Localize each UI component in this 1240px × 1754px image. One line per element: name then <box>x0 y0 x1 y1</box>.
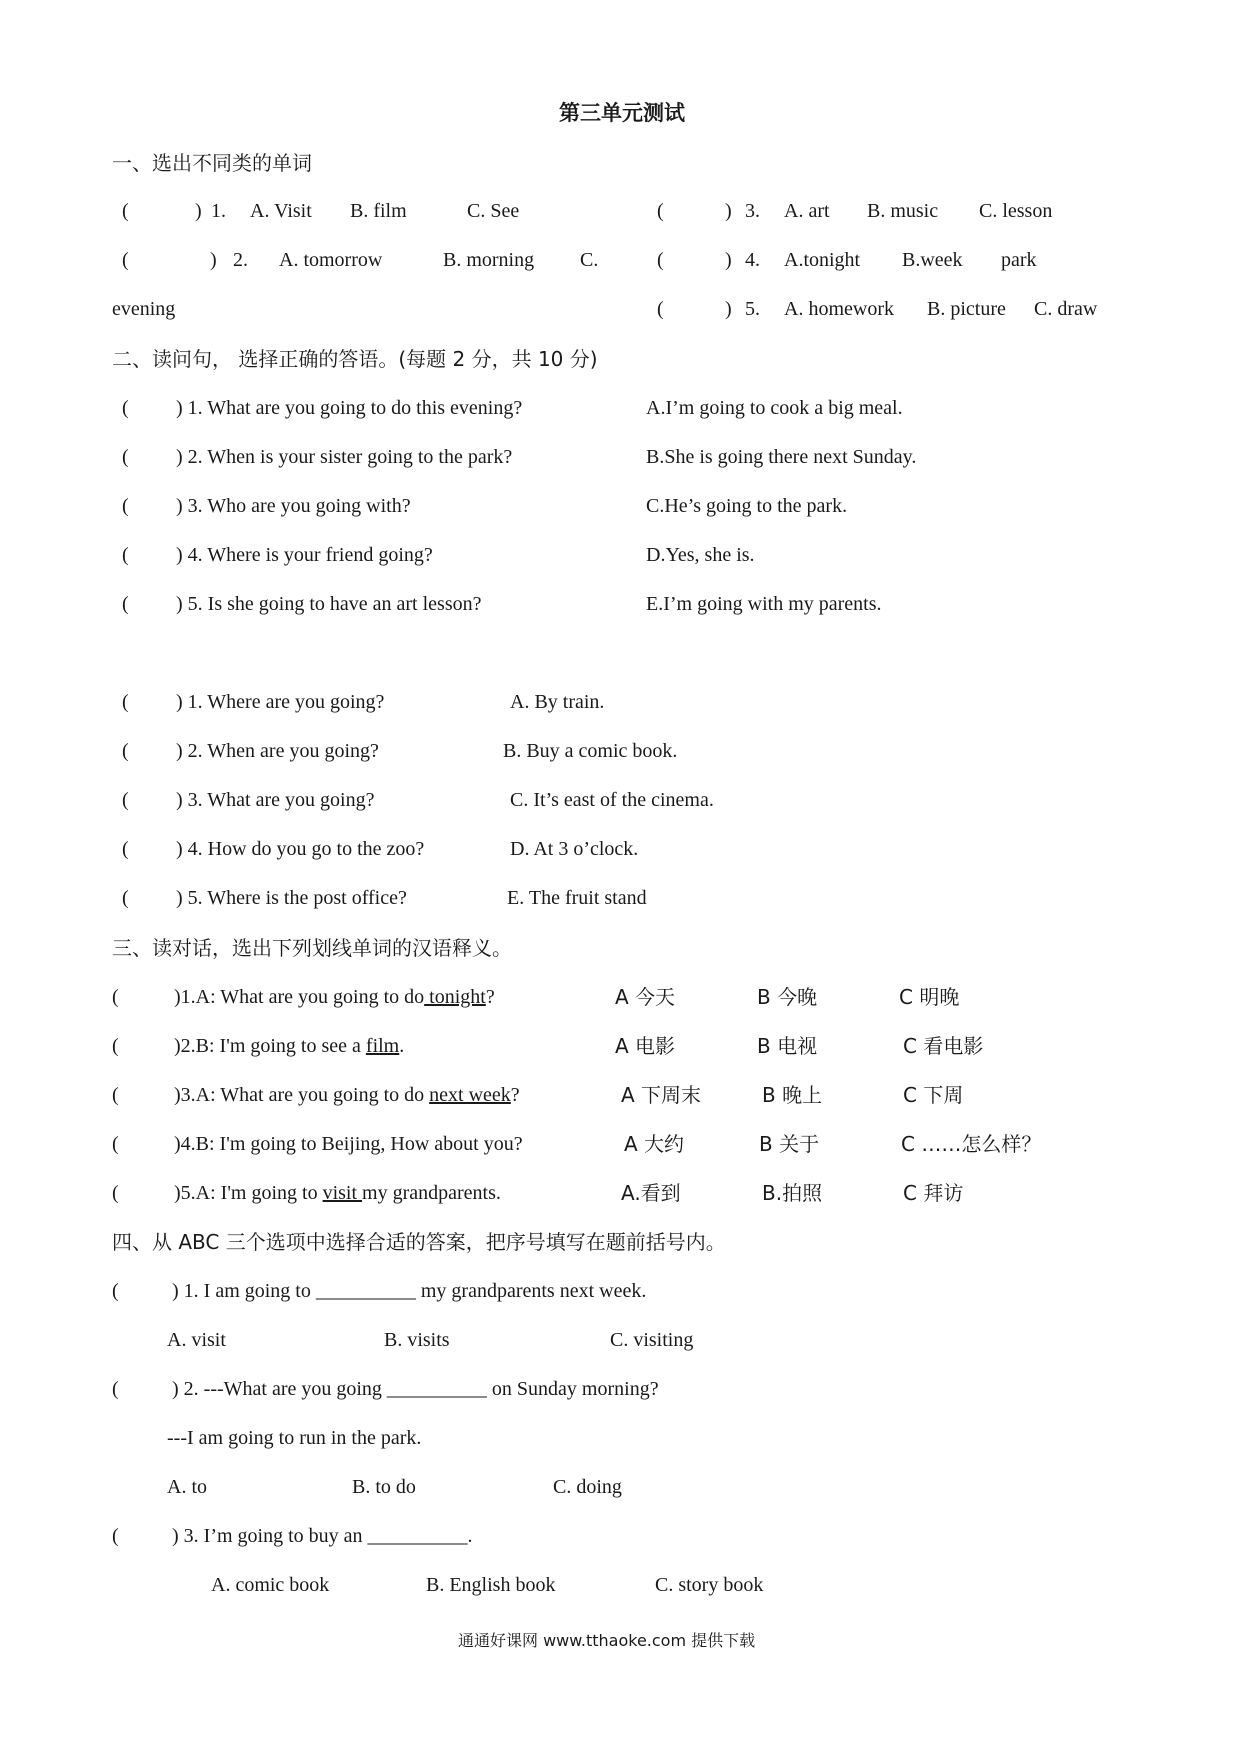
answer-paren: ( <box>122 691 129 713</box>
dialogue-text <box>174 1132 523 1156</box>
dialogue-pre: )3.A: What are you going to do <box>174 1084 430 1106</box>
answer-paren: ( <box>122 397 129 419</box>
option-b: B.拍照 <box>762 1181 823 1205</box>
option-c: C 明晚 <box>899 985 960 1009</box>
answer-option: A.I’m going to cook a big meal. <box>646 397 903 419</box>
option-a: A. homework <box>784 298 894 320</box>
option-a: A 电影 <box>615 1034 676 1058</box>
option-b: B.week <box>902 249 963 271</box>
answer-paren: ( <box>112 1182 119 1204</box>
option-a: A. tomorrow <box>279 249 383 271</box>
option-c: C. doing <box>553 1476 622 1498</box>
section-1-heading: 一、选出不同类的单词 <box>112 151 312 175</box>
option-b: B. film <box>350 200 407 222</box>
option-b: B. picture <box>927 298 1006 320</box>
option-a: A. art <box>784 200 830 222</box>
question-text: ) 1. Where are you going? <box>176 691 385 713</box>
page-footer: 通通好课网 www.tthaoke.com 提供下载 <box>458 1631 756 1650</box>
answer-paren: ( <box>112 1378 119 1400</box>
option-c: C 拜访 <box>903 1181 964 1205</box>
option-a: A.tonight <box>784 249 861 271</box>
answer-paren: ( <box>112 1084 119 1106</box>
answer-paren-close: ) <box>725 298 732 320</box>
option-c: C. <box>580 249 599 271</box>
dialogue-text <box>174 985 495 1009</box>
option-c: C. story book <box>655 1574 764 1596</box>
question-number: 2. <box>233 249 248 271</box>
dialogue-post: my grandparents. <box>362 1182 501 1204</box>
page-title: 第三单元测试 <box>559 101 685 125</box>
question-text: ) 1. I am going to __________ my grandparents next week. <box>172 1280 647 1302</box>
question-number: 4. <box>745 249 760 271</box>
option-c: park <box>1001 249 1037 271</box>
question-text: ) 3. I’m going to buy an __________. <box>172 1525 473 1547</box>
question-text: ) 5. Where is the post office? <box>176 887 407 909</box>
answer-option: D. At 3 o’clock. <box>510 838 639 860</box>
answer-paren: ( <box>112 1280 119 1302</box>
answer-paren-close: ) <box>210 249 217 271</box>
option-b: B 晚上 <box>762 1083 823 1107</box>
answer-paren: ( <box>122 887 129 909</box>
answer-paren-close: ) <box>725 249 732 271</box>
question-text: ) 4. Where is your friend going? <box>176 544 433 566</box>
question-text: ) 5. Is she going to have an art lesson? <box>176 593 482 615</box>
option-b: B 电视 <box>757 1034 818 1058</box>
dialogue-text <box>174 1181 501 1205</box>
answer-option: E. The fruit stand <box>507 887 647 909</box>
option-b: B. visits <box>384 1329 450 1351</box>
question-text: ) 3. Who are you going with? <box>176 495 411 517</box>
option-b: B. morning <box>443 249 535 271</box>
section-3-heading: 三、读对话，选出下列划线单词的汉语释义。 <box>112 936 512 960</box>
dialogue-pre: )1.A: What are you going to do <box>174 986 425 1008</box>
question-number: 1. <box>211 200 226 222</box>
question-text: ) 2. ---What are you going __________ on Sunday morning? <box>172 1378 659 1400</box>
option-a: A 今天 <box>615 985 676 1009</box>
answer-paren: ( <box>122 495 129 517</box>
option-c: C 看电影 <box>903 1034 984 1058</box>
section-4-heading: 四、从 ABC 三个选项中选择合适的答案，把序号填写在题前括号内。 <box>112 1230 726 1254</box>
answer-paren: ( <box>657 298 664 320</box>
underlined-word: film <box>365 1035 400 1057</box>
option-c: C. lesson <box>979 200 1053 222</box>
answer-option: C.He’s going to the park. <box>646 495 848 517</box>
answer-paren: ( <box>112 1035 119 1057</box>
answer-paren-close: ) <box>195 200 202 222</box>
answer-paren: ( <box>112 986 119 1008</box>
option-a: A. to <box>167 1476 207 1498</box>
answer-paren: ( <box>112 1133 119 1155</box>
underlined-word: tonight <box>424 986 486 1008</box>
question-text: ) 4. How do you go to the zoo? <box>176 838 425 860</box>
dialogue-text <box>174 1034 404 1058</box>
dialogue-post: ? <box>485 986 495 1008</box>
section-2-heading: 二、读问句， 选择正确的答语。(每题 2 分，共 10 分) <box>112 347 598 371</box>
answer-paren: ( <box>122 200 129 222</box>
answer-option: B. Buy a comic book. <box>503 740 678 762</box>
answer-paren: ( <box>122 838 129 860</box>
dialogue-post: ? <box>510 1084 520 1106</box>
option-b: B. English book <box>426 1574 556 1596</box>
dialogue-text <box>174 1083 520 1107</box>
option-a: A. comic book <box>211 1574 330 1596</box>
answer-option: B.She is going there next Sunday. <box>646 446 917 468</box>
dialogue-pre: )5.A: I'm going to <box>174 1182 323 1204</box>
answer-paren: ( <box>112 1525 119 1547</box>
option-a: A 下周末 <box>621 1083 702 1107</box>
option-c: C. See <box>467 200 520 222</box>
option-a: A. Visit <box>250 200 312 222</box>
answer-option: C. It’s east of the cinema. <box>510 789 714 811</box>
option-c: C 下周 <box>903 1083 964 1107</box>
answer-paren: ( <box>122 544 129 566</box>
answer-option: A. By train. <box>510 691 605 713</box>
option-b: B 关于 <box>759 1132 820 1156</box>
option-b: B. to do <box>352 1476 416 1498</box>
option-c: C. draw <box>1034 298 1098 320</box>
question-text: ) 2. When are you going? <box>176 740 379 762</box>
dialogue-post: . <box>399 1035 405 1057</box>
option-c: C ……怎么样？ <box>901 1132 1042 1156</box>
answer-paren: ( <box>657 249 664 271</box>
dialogue-pre: )2.B: I'm going to see a <box>174 1035 366 1057</box>
question-text: ) 1. What are you going to do this evening? <box>176 397 523 419</box>
answer-paren-close: ) <box>725 200 732 222</box>
dialogue-pre: )4.B: I'm going to Beijing, How about you? <box>174 1133 523 1155</box>
answer-paren: ( <box>122 249 129 271</box>
answer-option: E.I’m going with my parents. <box>646 593 882 615</box>
answer-option: D.Yes, she is. <box>646 544 755 566</box>
answer-paren: ( <box>122 446 129 468</box>
underlined-word: visit <box>322 1182 363 1204</box>
reply-text: ---I am going to run in the park. <box>167 1427 422 1449</box>
option-c: C. visiting <box>610 1329 694 1351</box>
answer-paren: ( <box>122 593 129 615</box>
option-a: A.看到 <box>621 1181 681 1205</box>
question-text: ) 3. What are you going? <box>176 789 375 811</box>
option-a: A 大约 <box>624 1132 685 1156</box>
question-number: 5. <box>745 298 760 320</box>
answer-paren: ( <box>657 200 664 222</box>
question-number: 3. <box>745 200 760 222</box>
answer-paren: ( <box>122 740 129 762</box>
option-b: B. music <box>867 200 939 222</box>
question-text: ) 2. When is your sister going to the park? <box>176 446 513 468</box>
answer-paren: ( <box>122 789 129 811</box>
underlined-word: next week <box>429 1084 511 1106</box>
option-b: B 今晚 <box>757 985 818 1009</box>
option-a: A. visit <box>167 1329 226 1351</box>
option-c-word: evening <box>112 298 176 320</box>
